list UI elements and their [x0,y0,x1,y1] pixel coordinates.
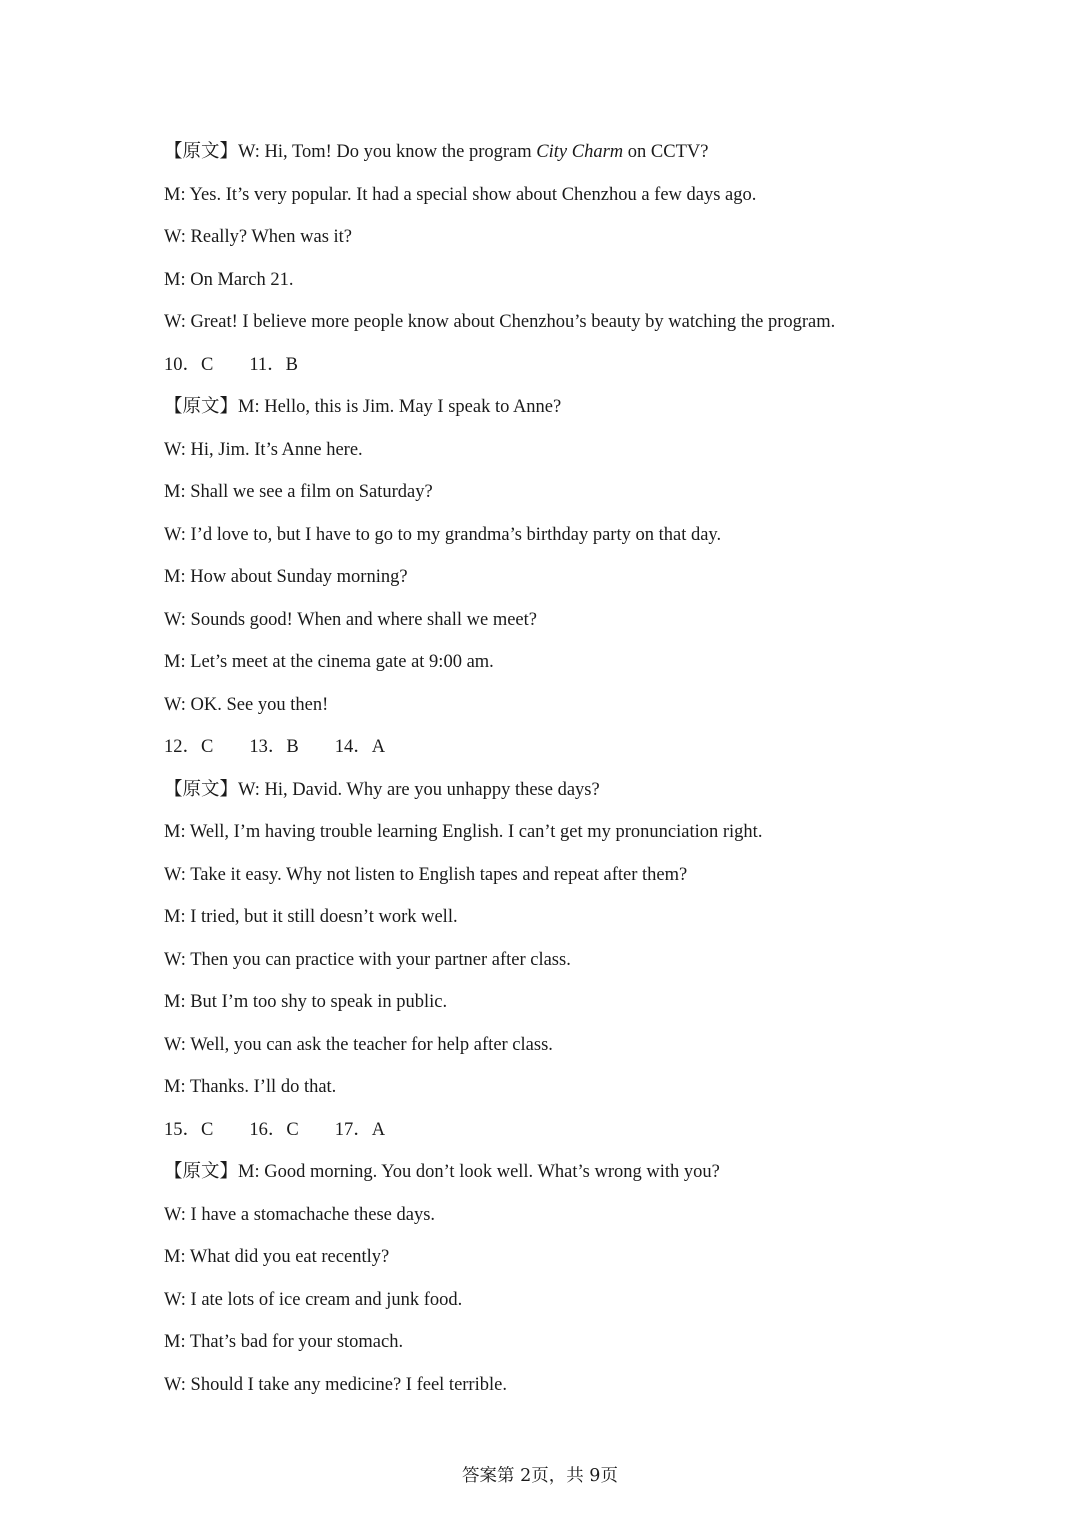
document-body [164,138,984,1413]
answer-item: 11．B [249,354,298,375]
answer-item: 14．A [334,737,386,757]
answer-item: 16．C [249,1119,299,1140]
transcript-line: M: Well, I’m having trouble learning English. I can’t get my pronunciation right. [164,822,763,842]
transcript-line [164,1158,984,1201]
transcript-text: M: Hello, this is Jim. May I speak to Anne? [238,397,562,417]
page-footer: 答案第 2页，共 9页 [462,1466,618,1486]
transcript-text: W: Hi, David. Why are you unhappy these days? [238,779,600,800]
transcript-line: W: I have a stomachache these days. [164,1204,436,1225]
transcript-line: M: What did you eat recently? [164,1247,390,1267]
transcript-line: M: But I’m too shy to speak in public. [164,992,448,1012]
transcript-text: W: Hi, Tom! Do you know the program [238,142,537,162]
transcript-line: M: Thanks. I’ll do that. [164,1077,337,1097]
transcript-line: W: Then you can practice with your partner after class. [164,949,571,970]
answer-item: 12．C [164,737,214,757]
transcript-tag: 【原文】 [164,141,239,162]
transcript-line: W: Well, you can ask the teacher for help after class. [164,1034,553,1055]
transcript-tag: 【原文】 [164,1161,239,1182]
transcript-text: on CCTV? [623,142,709,162]
transcript-line: W: Take it easy. Why not listen to English tapes and repeat after them? [164,864,688,885]
transcript-line: W: Really? When was it? [164,227,353,247]
transcript-line: M: Shall we see a film on Saturday? [164,482,433,502]
answer-item: 15．C [164,1119,214,1140]
answer-row [164,733,984,776]
transcript-line: M: I tried, but it still doesn’t work well. [164,907,458,927]
transcript-line: M: Yes. It’s very popular. It had a special show about Chenzhou a few days ago. [164,184,757,205]
transcript-tag: 【原文】 [164,396,239,417]
transcript-line: M: Let’s meet at the cinema gate at 9:00 am. [164,652,494,672]
transcript-line: W: I ate lots of ice cream and junk food. [164,1289,463,1310]
transcript-line: W: I’d love to, but I have to go to my grandma’s birthday party on that day. [164,524,722,545]
transcript-line: W: Sounds good! When and where shall we meet? [164,609,537,630]
transcript-line: M: On March 21. [164,269,294,290]
answer-item: 17．A [334,1119,386,1140]
transcript-line: W: OK. See you then! [164,694,329,715]
transcript-line [164,393,984,436]
transcript-tag: 【原文】 [164,778,239,800]
transcript-line [164,776,984,819]
transcript-line: M: That’s bad for your stomach. [164,1332,404,1352]
transcript-line [164,138,984,181]
transcript-line: M: How about Sunday morning? [164,567,408,587]
transcript-line: W: Great! I believe more people know about Chenzhou’s beauty by watching the program. [164,312,836,332]
answer-item: 13．B [249,737,299,757]
transcript-line: W: Hi, Jim. It’s Anne here. [164,439,363,460]
answer-row [164,1116,984,1159]
transcript-text: M: Good morning. You don’t look well. What’s wrong with you? [238,1162,720,1182]
transcript-line: W: Should I take any medicine? I feel terrible. [164,1374,507,1395]
program-title: City Charm [536,142,624,162]
answer-row [164,351,984,394]
answer-item: 10．C [164,354,214,375]
